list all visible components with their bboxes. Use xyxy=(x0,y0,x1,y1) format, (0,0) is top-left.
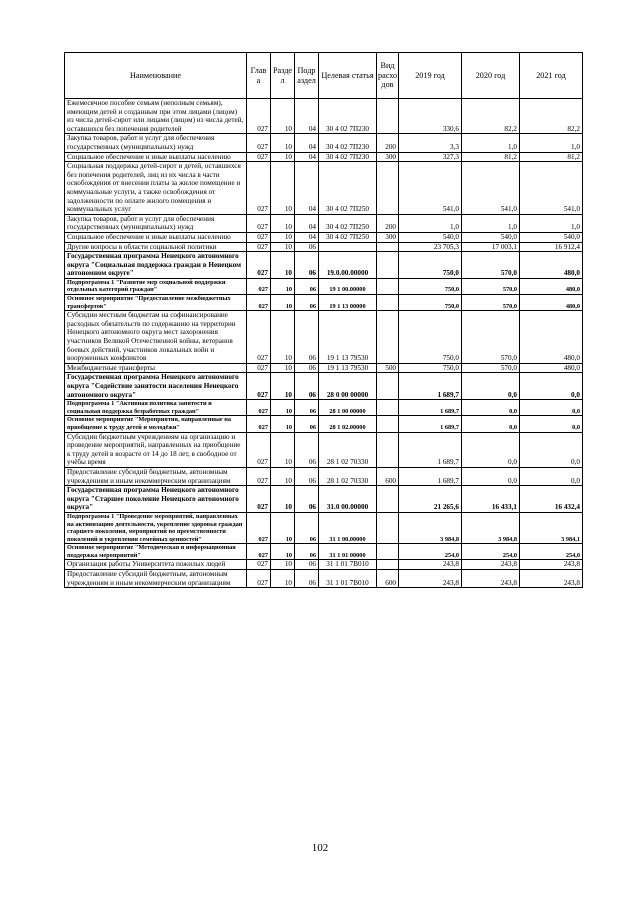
table-row xyxy=(65,432,583,467)
cell-statya: 30 4 02 7П230 xyxy=(319,134,377,152)
cell-2020: 570,0 xyxy=(462,278,520,294)
cell-glava: 027 xyxy=(247,232,271,242)
cell-glava: 027 xyxy=(247,416,271,432)
cell-razdel: 10 xyxy=(271,134,295,152)
cell-2019: 330,6 xyxy=(399,99,462,134)
cell-statya: 28 1 02 70330 xyxy=(319,467,377,485)
cell-podrazdel: 06 xyxy=(295,242,319,252)
cell-vid xyxy=(377,162,399,215)
cell-statya: 30 4 02 7П250 xyxy=(319,162,377,215)
cell-2020: 17 003,1 xyxy=(462,242,520,252)
cell-2021: 1,0 xyxy=(520,214,583,232)
table-row xyxy=(65,252,583,279)
table-row xyxy=(65,99,583,134)
cell-2019: 254,0 xyxy=(399,544,462,560)
cell-name: Организация работы Университета пожилых людей xyxy=(65,560,247,570)
cell-razdel: 10 xyxy=(271,295,295,311)
cell-2020: 0,0 xyxy=(462,416,520,432)
table-header-row xyxy=(65,53,583,99)
cell-2020: 16 433,1 xyxy=(462,486,520,513)
cell-glava: 027 xyxy=(247,242,271,252)
cell-2021: 0,0 xyxy=(520,400,583,416)
cell-podrazdel: 06 xyxy=(295,373,319,400)
cell-podrazdel: 06 xyxy=(295,252,319,279)
cell-statya: 31 1 01 7В010 xyxy=(319,560,377,570)
cell-glava: 027 xyxy=(247,363,271,373)
cell-razdel: 10 xyxy=(271,232,295,242)
cell-2020: 81,2 xyxy=(462,152,520,162)
cell-statya: 31 1 00.00000 xyxy=(319,512,377,543)
cell-name: Предоставление субсидий бюджетным, автономным учреждениям и иным некоммерческим организациям xyxy=(65,570,247,588)
cell-vid xyxy=(377,416,399,432)
table-row xyxy=(65,311,583,364)
cell-2020: 3 984,8 xyxy=(462,512,520,543)
cell-2021: 243,8 xyxy=(520,560,583,570)
cell-2021: 3 984,1 xyxy=(520,512,583,543)
cell-name: Основное мероприятие "Предоставление межбюджетных трансфертов" xyxy=(65,295,247,311)
table-row xyxy=(65,416,583,432)
cell-statya: 30 4 02 7П230 xyxy=(319,99,377,134)
cell-2021: 0,0 xyxy=(520,373,583,400)
cell-razdel: 10 xyxy=(271,363,295,373)
cell-2021: 0,0 xyxy=(520,467,583,485)
cell-glava: 027 xyxy=(247,400,271,416)
cell-2020: 541,0 xyxy=(462,162,520,215)
cell-podrazdel: 06 xyxy=(295,400,319,416)
cell-vid xyxy=(377,560,399,570)
cell-2019: 3,3 xyxy=(399,134,462,152)
cell-glava: 027 xyxy=(247,512,271,543)
cell-glava: 027 xyxy=(247,278,271,294)
cell-2019: 3 984,8 xyxy=(399,512,462,543)
cell-vid: 600 xyxy=(377,570,399,588)
cell-podrazdel: 06 xyxy=(295,467,319,485)
table-body xyxy=(65,99,583,588)
cell-glava: 027 xyxy=(247,560,271,570)
cell-name: Другие вопросы в области социальной политики xyxy=(65,242,247,252)
cell-razdel: 10 xyxy=(271,242,295,252)
cell-2021: 0,0 xyxy=(520,416,583,432)
cell-2020: 0,0 xyxy=(462,467,520,485)
cell-2019: 243,8 xyxy=(399,560,462,570)
cell-podrazdel: 04 xyxy=(295,152,319,162)
cell-razdel: 10 xyxy=(271,152,295,162)
cell-name: Социальное обеспечение и иные выплаты населению xyxy=(65,232,247,242)
cell-name: Государственная программа Ненецкого автономного округа "Старшее поколение Ненецкого автономного округа" xyxy=(65,486,247,513)
cell-name: Подпрограмма 1 "Активная политика занятости и социальная поддержка безработных граждан" xyxy=(65,400,247,416)
cell-vid xyxy=(377,242,399,252)
cell-2021: 1,0 xyxy=(520,134,583,152)
cell-2020: 243,8 xyxy=(462,570,520,588)
cell-2021: 480,0 xyxy=(520,252,583,279)
header-2019: 2019 год xyxy=(399,53,462,99)
cell-glava: 027 xyxy=(247,99,271,134)
cell-name: Основное мероприятие "Мероприятия, направленные на приобщение к труду детей и молодёжи" xyxy=(65,416,247,432)
cell-razdel: 10 xyxy=(271,373,295,400)
cell-2021: 540,0 xyxy=(520,232,583,242)
cell-statya: 30 4 02 7П250 xyxy=(319,232,377,242)
cell-2021: 82,2 xyxy=(520,99,583,134)
cell-name: Подпрограмма 1 "Проведение мероприятий, направленных на активизацию деятельности, укрепление здоровья граждан старшего поколения, мероприятий по преемственности поколений и укрепления семейных ценностей" xyxy=(65,512,247,543)
cell-2019: 1,0 xyxy=(399,214,462,232)
cell-vid xyxy=(377,99,399,134)
cell-vid: 600 xyxy=(377,467,399,485)
cell-razdel: 10 xyxy=(271,400,295,416)
cell-name: Основное мероприятие "Методическая и информационная поддержка мероприятий" xyxy=(65,544,247,560)
cell-2020: 0,0 xyxy=(462,400,520,416)
cell-vid: 300 xyxy=(377,152,399,162)
cell-glava: 027 xyxy=(247,134,271,152)
cell-2020: 540,0 xyxy=(462,232,520,242)
header-2020: 2020 год xyxy=(462,53,520,99)
cell-podrazdel: 06 xyxy=(295,278,319,294)
cell-2020: 1,0 xyxy=(462,214,520,232)
cell-glava: 027 xyxy=(247,214,271,232)
cell-2020: 0,0 xyxy=(462,432,520,467)
cell-name: Социальная поддержка детей-сирот и детей, оставшихся без попечения родителей, лиц из их числа в части освобождения от внесения платы за жилое помещение и коммунальные услуги, а также освобождения от задолженности по оплате жилого помещения и коммунальных услуг xyxy=(65,162,247,215)
cell-podrazdel: 06 xyxy=(295,560,319,570)
header-name: Наименование xyxy=(65,53,247,99)
cell-vid xyxy=(377,544,399,560)
cell-podrazdel: 04 xyxy=(295,232,319,242)
cell-2021: 243,8 xyxy=(520,570,583,588)
cell-2019: 1 689,7 xyxy=(399,400,462,416)
cell-2019: 21 265,6 xyxy=(399,486,462,513)
cell-name: Ежемесячное пособие семьям (неполным семьям), имеющим детей и созданным при этом лицами (лицом) из числа детей-сирот или лицами (лицом) из числа детей, оставшихся без попечения родителей xyxy=(65,99,247,134)
cell-2021: 0,0 xyxy=(520,432,583,467)
table-row xyxy=(65,544,583,560)
cell-podrazdel: 06 xyxy=(295,544,319,560)
cell-2020: 243,8 xyxy=(462,560,520,570)
cell-podrazdel: 04 xyxy=(295,134,319,152)
cell-razdel: 10 xyxy=(271,544,295,560)
cell-name: Социальное обеспечение и иные выплаты населению xyxy=(65,152,247,162)
cell-razdel: 10 xyxy=(271,278,295,294)
cell-razdel: 10 xyxy=(271,99,295,134)
cell-razdel: 10 xyxy=(271,432,295,467)
cell-vid: 500 xyxy=(377,363,399,373)
cell-statya: 30 4 02 7П250 xyxy=(319,214,377,232)
cell-statya: 19 1 13 79530 xyxy=(319,311,377,364)
cell-2020: 82,2 xyxy=(462,99,520,134)
cell-razdel: 10 xyxy=(271,252,295,279)
cell-2019: 1 689,7 xyxy=(399,416,462,432)
cell-2020: 570,0 xyxy=(462,311,520,364)
cell-statya: 19 1 13 79530 xyxy=(319,363,377,373)
cell-2020: 570,0 xyxy=(462,252,520,279)
cell-2021: 16 912,4 xyxy=(520,242,583,252)
cell-razdel: 10 xyxy=(271,486,295,513)
cell-glava: 027 xyxy=(247,544,271,560)
table-row xyxy=(65,278,583,294)
cell-2019: 750,0 xyxy=(399,363,462,373)
cell-vid xyxy=(377,373,399,400)
table-row xyxy=(65,214,583,232)
cell-2021: 541,0 xyxy=(520,162,583,215)
budget-table-page xyxy=(64,52,582,588)
cell-2021: 480,0 xyxy=(520,311,583,364)
cell-podrazdel: 04 xyxy=(295,99,319,134)
cell-razdel: 10 xyxy=(271,570,295,588)
cell-podrazdel: 06 xyxy=(295,363,319,373)
table-row xyxy=(65,373,583,400)
cell-podrazdel: 04 xyxy=(295,162,319,215)
cell-statya: 31 1 01 00000 xyxy=(319,544,377,560)
cell-2021: 81,2 xyxy=(520,152,583,162)
cell-2019: 750,0 xyxy=(399,278,462,294)
table-row xyxy=(65,467,583,485)
cell-2019: 540,0 xyxy=(399,232,462,242)
cell-vid xyxy=(377,512,399,543)
cell-2021: 254,0 xyxy=(520,544,583,560)
cell-name: Государственная программа Ненецкого автономного округа "Содействие занятости населения Ненецкого автономного округа" xyxy=(65,373,247,400)
cell-podrazdel: 06 xyxy=(295,432,319,467)
cell-glava: 027 xyxy=(247,152,271,162)
cell-podrazdel: 06 xyxy=(295,570,319,588)
cell-2019: 23 705,3 xyxy=(399,242,462,252)
cell-glava: 027 xyxy=(247,432,271,467)
header-razdel: Разде л xyxy=(271,53,295,99)
cell-statya: 31.0 00.00000 xyxy=(319,486,377,513)
cell-2020: 254,0 xyxy=(462,544,520,560)
table-row xyxy=(65,162,583,215)
cell-podrazdel: 06 xyxy=(295,486,319,513)
budget-table xyxy=(64,52,583,588)
header-vid: Вид расхо дов xyxy=(377,53,399,99)
table-row xyxy=(65,560,583,570)
cell-name: Подпрограмма 1 "Развитие мер социальной поддержки отдельных категорий граждан" xyxy=(65,278,247,294)
cell-2020: 0,0 xyxy=(462,373,520,400)
header-2021: 2021 год xyxy=(520,53,583,99)
cell-podrazdel: 04 xyxy=(295,214,319,232)
header-statya: Целевая статья xyxy=(319,53,377,99)
cell-2020: 1,0 xyxy=(462,134,520,152)
cell-glava: 027 xyxy=(247,295,271,311)
cell-2019: 750,0 xyxy=(399,252,462,279)
cell-statya: 19 1 00.00000 xyxy=(319,278,377,294)
cell-2019: 327,3 xyxy=(399,152,462,162)
cell-name: Государственная программа Ненецкого автономного округа "Социальная поддержка граждан в Ненецком автономном округе" xyxy=(65,252,247,279)
cell-podrazdel: 06 xyxy=(295,512,319,543)
cell-glava: 027 xyxy=(247,486,271,513)
cell-glava: 027 xyxy=(247,570,271,588)
table-row xyxy=(65,134,583,152)
cell-razdel: 10 xyxy=(271,214,295,232)
table-row xyxy=(65,152,583,162)
cell-statya: 19 1 13 00000 xyxy=(319,295,377,311)
cell-statya: 31 1 01 7В010 xyxy=(319,570,377,588)
cell-2019: 750,0 xyxy=(399,295,462,311)
cell-statya: 30 4 02 7П230 xyxy=(319,152,377,162)
cell-2019: 1 689,7 xyxy=(399,432,462,467)
cell-name: Субсидии местным бюджетам на софинансирование расходных обязательств по содержанию на территории Ненецкого автономного округа мест захоронения участников Великой Отечественной войны, ветеранов боевых действий, участников локальных войн и вооруженных конфликтов xyxy=(65,311,247,364)
cell-statya xyxy=(319,242,377,252)
cell-glava: 027 xyxy=(247,467,271,485)
cell-2021: 480,0 xyxy=(520,295,583,311)
cell-statya: 19.0.00.00000 xyxy=(319,252,377,279)
cell-statya: 28 0 00 00000 xyxy=(319,373,377,400)
cell-name: Субсидии бюджетным учреждениям на организацию и проведение мероприятий, направленных на приобщение к труду детей в возрасте от 14 до 18 лет, в свободное от учёбы время xyxy=(65,432,247,467)
cell-statya: 28 1 02.00000 xyxy=(319,416,377,432)
cell-glava: 027 xyxy=(247,373,271,400)
cell-vid: 200 xyxy=(377,214,399,232)
cell-vid: 200 xyxy=(377,134,399,152)
table-row xyxy=(65,486,583,513)
cell-2019: 541,0 xyxy=(399,162,462,215)
cell-vid xyxy=(377,252,399,279)
cell-name: Закупка товаров, работ и услуг для обеспечения государственных (муниципальных) нужд xyxy=(65,134,247,152)
cell-2021: 16 432,4 xyxy=(520,486,583,513)
cell-statya: 28 1 00 00000 xyxy=(319,400,377,416)
page-number: 102 xyxy=(311,842,329,854)
cell-2020: 570,0 xyxy=(462,295,520,311)
cell-razdel: 10 xyxy=(271,560,295,570)
cell-glava: 027 xyxy=(247,252,271,279)
cell-name: Межбюджетные трансферты xyxy=(65,363,247,373)
table-row xyxy=(65,570,583,588)
cell-2019: 750,0 xyxy=(399,311,462,364)
cell-2021: 480,0 xyxy=(520,278,583,294)
cell-razdel: 10 xyxy=(271,467,295,485)
cell-2021: 480,0 xyxy=(520,363,583,373)
header-podrazdel: Подр аздел xyxy=(295,53,319,99)
cell-vid: 300 xyxy=(377,232,399,242)
table-row xyxy=(65,295,583,311)
cell-glava: 027 xyxy=(247,162,271,215)
cell-2019: 243,8 xyxy=(399,570,462,588)
cell-razdel: 10 xyxy=(271,311,295,364)
cell-vid xyxy=(377,278,399,294)
cell-name: Предоставление субсидий бюджетным, автономным учреждениям и иным некоммерческим организациям xyxy=(65,467,247,485)
cell-vid xyxy=(377,486,399,513)
table-row xyxy=(65,512,583,543)
cell-name: Закупка товаров, работ и услуг для обеспечения государственных (муниципальных) нужд xyxy=(65,214,247,232)
cell-vid xyxy=(377,432,399,467)
cell-vid xyxy=(377,311,399,364)
table-row xyxy=(65,242,583,252)
cell-vid xyxy=(377,295,399,311)
cell-vid xyxy=(377,400,399,416)
cell-razdel: 10 xyxy=(271,416,295,432)
cell-glava: 027 xyxy=(247,311,271,364)
cell-podrazdel: 06 xyxy=(295,311,319,364)
table-row xyxy=(65,232,583,242)
cell-podrazdel: 06 xyxy=(295,295,319,311)
table-row xyxy=(65,400,583,416)
cell-razdel: 10 xyxy=(271,162,295,215)
cell-2019: 1 689,7 xyxy=(399,467,462,485)
cell-2019: 1 689,7 xyxy=(399,373,462,400)
cell-razdel: 10 xyxy=(271,512,295,543)
table-row xyxy=(65,363,583,373)
cell-2020: 570,0 xyxy=(462,363,520,373)
header-glava: Глав а xyxy=(247,53,271,99)
cell-statya: 28 1 02 70330 xyxy=(319,432,377,467)
cell-podrazdel: 06 xyxy=(295,416,319,432)
